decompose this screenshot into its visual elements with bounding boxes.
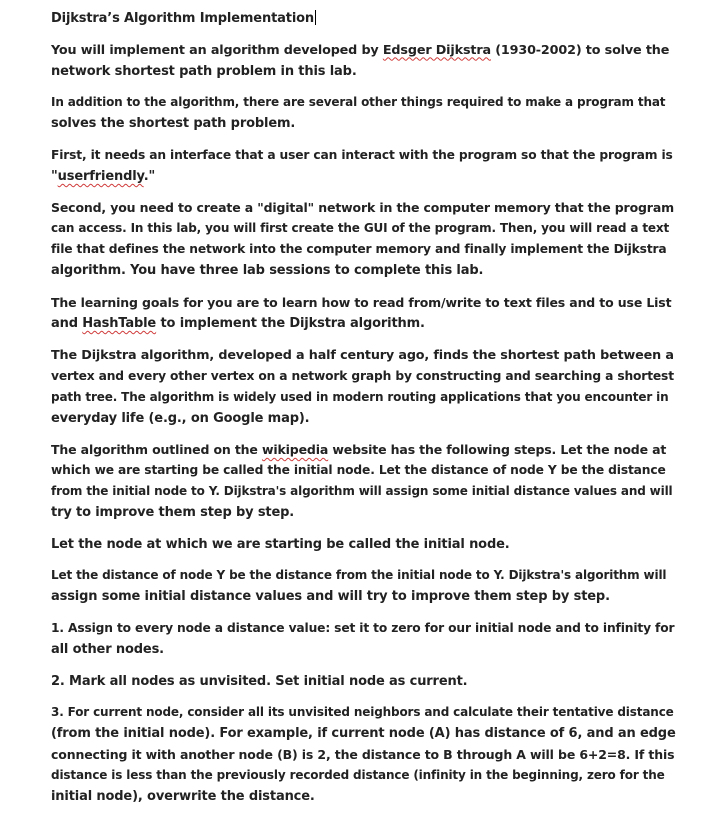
paragraph-line: initial node), overwrite the distance. [51,789,315,805]
paragraph-line: from the initial node to Y. Dijkstra's algorithm will assign some initial distance values and will [51,484,673,499]
paragraph-line: can access. In this lab, you will first create the GUI of the program. Then, you will read a text [51,221,670,236]
paragraph-distance [51,565,676,607]
paragraph-line: Let the node at which we are starting be called the initial node. [51,536,510,552]
paragraph-line: try to improve them step by step. [51,505,295,521]
paragraph-line: (from the initial node). For example, if current node (A) has distance of 6, and an edge [51,726,676,742]
spellcheck-word: userfriendly [57,168,144,184]
paragraph-intro [51,40,676,82]
text-cursor [315,10,316,25]
paragraph-line: solves the shortest path problem. [51,116,296,132]
paragraph-line: all other nodes. [51,641,164,657]
paragraph-line: assign some initial distance values and will try to improve them step by step. [51,589,610,605]
paragraph-line: "userfriendly." [51,168,156,184]
paragraph-initial-node [51,534,676,555]
paragraph-line: First, it needs an interface that a user can interact with the program so that the program is [51,147,673,162]
paragraph-line: 1. Assign to every node a distance value: set it to zero for our initial node and to infinity for [51,620,675,635]
paragraph-line: everyday life (e.g., on Google map). [51,410,310,426]
spellcheck-word: wikipedia [261,442,329,458]
paragraph-line: Second, you need to create a "digital" network in the computer memory that the program [51,200,674,216]
paragraph-line: path tree. The algorithm is widely used in modern routing applications that you encounter in [51,389,669,404]
step-2 [51,671,676,692]
paragraph-line: which we are starting be called the initial node. Let the distance of node Y be the distance [51,463,666,478]
paragraph-network [51,197,676,281]
paragraph-line: You will implement an algorithm developed by Edsger Dijkstra (1930-2002) to solve the [51,42,670,58]
paragraph-line: 3. For current node, consider all its unvisited neighbors and calculate their tentative distance [51,705,674,720]
paragraph-line: The Dijkstra algorithm, developed a half century ago, finds the shortest path between a [51,347,674,363]
document-body[interactable] [51,8,676,807]
document-title: Dijkstra’s Algorithm Implementation [51,11,315,26]
paragraph-algorithm-overview [51,345,676,429]
paragraph-line: 2. Mark all nodes as unvisited. Set initial node as current. [51,673,468,689]
paragraph-line: The learning goals for you are to learn how to read from/write to text files and to use List [51,294,672,310]
paragraph-line: vertex and every other vertex on a network graph by constructing and searching a shortest [51,368,674,383]
paragraph-line: network shortest path problem in this lab. [51,63,357,79]
paragraph-line: algorithm. You have three lab sessions to complete this lab. [51,263,484,279]
paragraph-goals [51,292,676,334]
paragraph-wikipedia [51,439,676,523]
paragraph-line: file that defines the network into the computer memory and finally implement the Dijkstra [51,242,667,257]
paragraph-line: distance is less than the previously recorded distance (infinity in the beginning, zero for the [51,768,665,783]
paragraph-line: connecting it with another node (B) is 2, the distance to B through A will be 6+2=8. If this [51,747,675,763]
step-1 [51,618,676,660]
paragraph-line: The algorithm outlined on the wikipedia website has the following steps. Let the node at [51,442,667,458]
spellcheck-word: HashTable [82,315,157,331]
paragraph-line: Let the distance of node Y be the distance from the initial node to Y. Dijkstra's algorithm will [51,568,667,583]
paragraph-interface [51,145,676,187]
spellcheck-word: Edsger Dijkstra [382,42,491,58]
paragraph-requirements [51,92,676,134]
paragraph-line: In addition to the algorithm, there are several other things required to make a program that [51,95,666,110]
step-3 [51,702,676,807]
paragraph-line: and HashTable to implement the Dijkstra algorithm. [51,315,425,331]
